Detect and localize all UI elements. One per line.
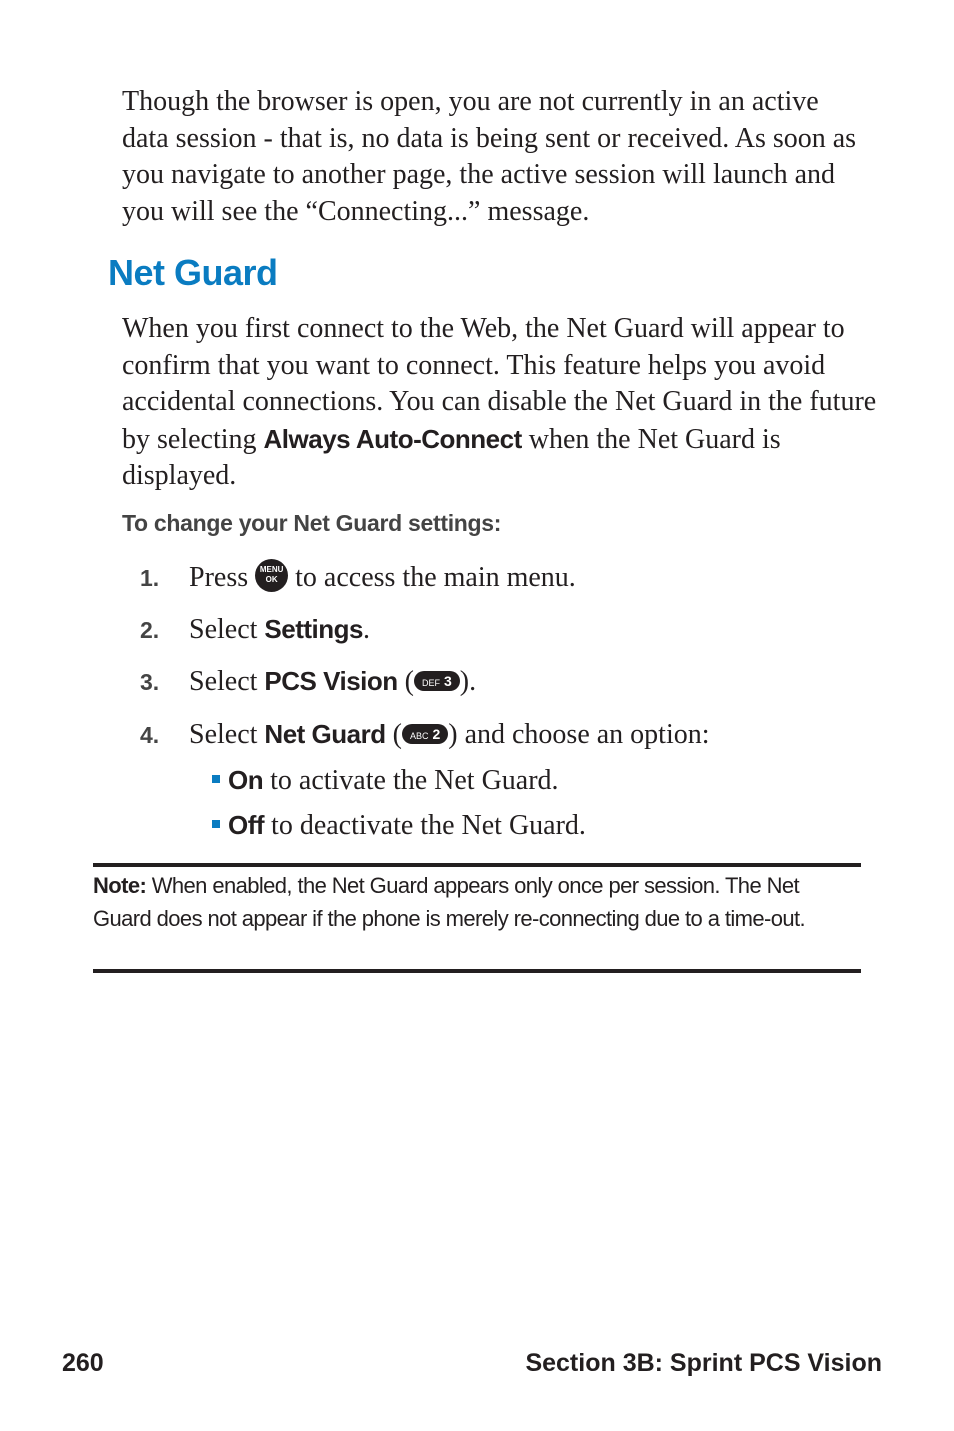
net-guard-description (122, 311, 882, 495)
note-box (93, 869, 861, 935)
step-text: Select (189, 614, 265, 645)
step-number: 4. (140, 722, 160, 748)
off-keyword: Off (228, 810, 265, 840)
option-off (212, 810, 586, 842)
option-text: to deactivate the Net Guard. (264, 810, 586, 841)
note-top-rule (93, 863, 861, 867)
step-text: Press (189, 562, 256, 593)
step-number: 3. (140, 669, 160, 695)
step-number: 2. (140, 617, 160, 643)
step-text-end: ) and choose an option: (448, 719, 710, 750)
settings-keyword: Settings (264, 614, 363, 644)
pcs-vision-keyword: PCS Vision (264, 666, 398, 696)
intro-paragraph: Though the browser is open, you are not currently in an active data session - that is, no data is being sent or received. As soon as you navigate to another page, the active session will launch and you will see the “Connecting...” message. (122, 86, 857, 227)
step-number: 1. (140, 565, 160, 591)
bullet-icon (212, 775, 220, 783)
option-on (212, 765, 559, 797)
key-2-icon: ABC 2 (402, 724, 448, 744)
step-text-end: ). (459, 666, 477, 697)
note-label: Note: (93, 873, 147, 898)
step-1 (140, 562, 576, 596)
page-number: 260 (62, 1349, 104, 1377)
step-text-end: . (363, 614, 370, 645)
key-3-icon: DEF 3 (414, 671, 460, 691)
step-4: 4. Select Net Guard ( ABC 2 ) and choose an option: (140, 719, 710, 750)
step-text-end: to access the main menu. (288, 562, 576, 593)
section-title: Section 3B: Sprint PCS Vision (525, 1349, 882, 1377)
menu-ok-key-icon: MENU OK (255, 559, 288, 592)
instructions-subheading: To change your Net Guard settings: (122, 510, 502, 536)
always-auto-connect-keyword: Always Auto-Connect (263, 423, 522, 454)
description-text-end: when the Net Guard is displayed. (122, 423, 781, 491)
step-3: 3. Select PCS Vision ( DEF 3 ). (140, 666, 477, 697)
option-text: to activate the Net Guard. (263, 765, 559, 796)
bullet-icon (212, 820, 220, 828)
section-heading: Net Guard (108, 252, 278, 293)
step-text: Select (189, 666, 265, 697)
description-text: When you first connect to the Web, the Net Guard will appear to confirm that you want to connect. This feature helps you avoid accidental connections. You can disable the Net Guard in the future by selecting (122, 313, 877, 455)
step-2 (140, 614, 370, 646)
on-keyword: On (228, 765, 264, 795)
step-text: Select (189, 719, 265, 750)
net-guard-keyword: Net Guard (264, 719, 386, 749)
note-bottom-rule (93, 969, 861, 973)
note-text: When enabled, the Net Guard appears only once per session. The Net Guard does not appear if the phone is merely re-connecting due to a time-out. (93, 873, 806, 931)
